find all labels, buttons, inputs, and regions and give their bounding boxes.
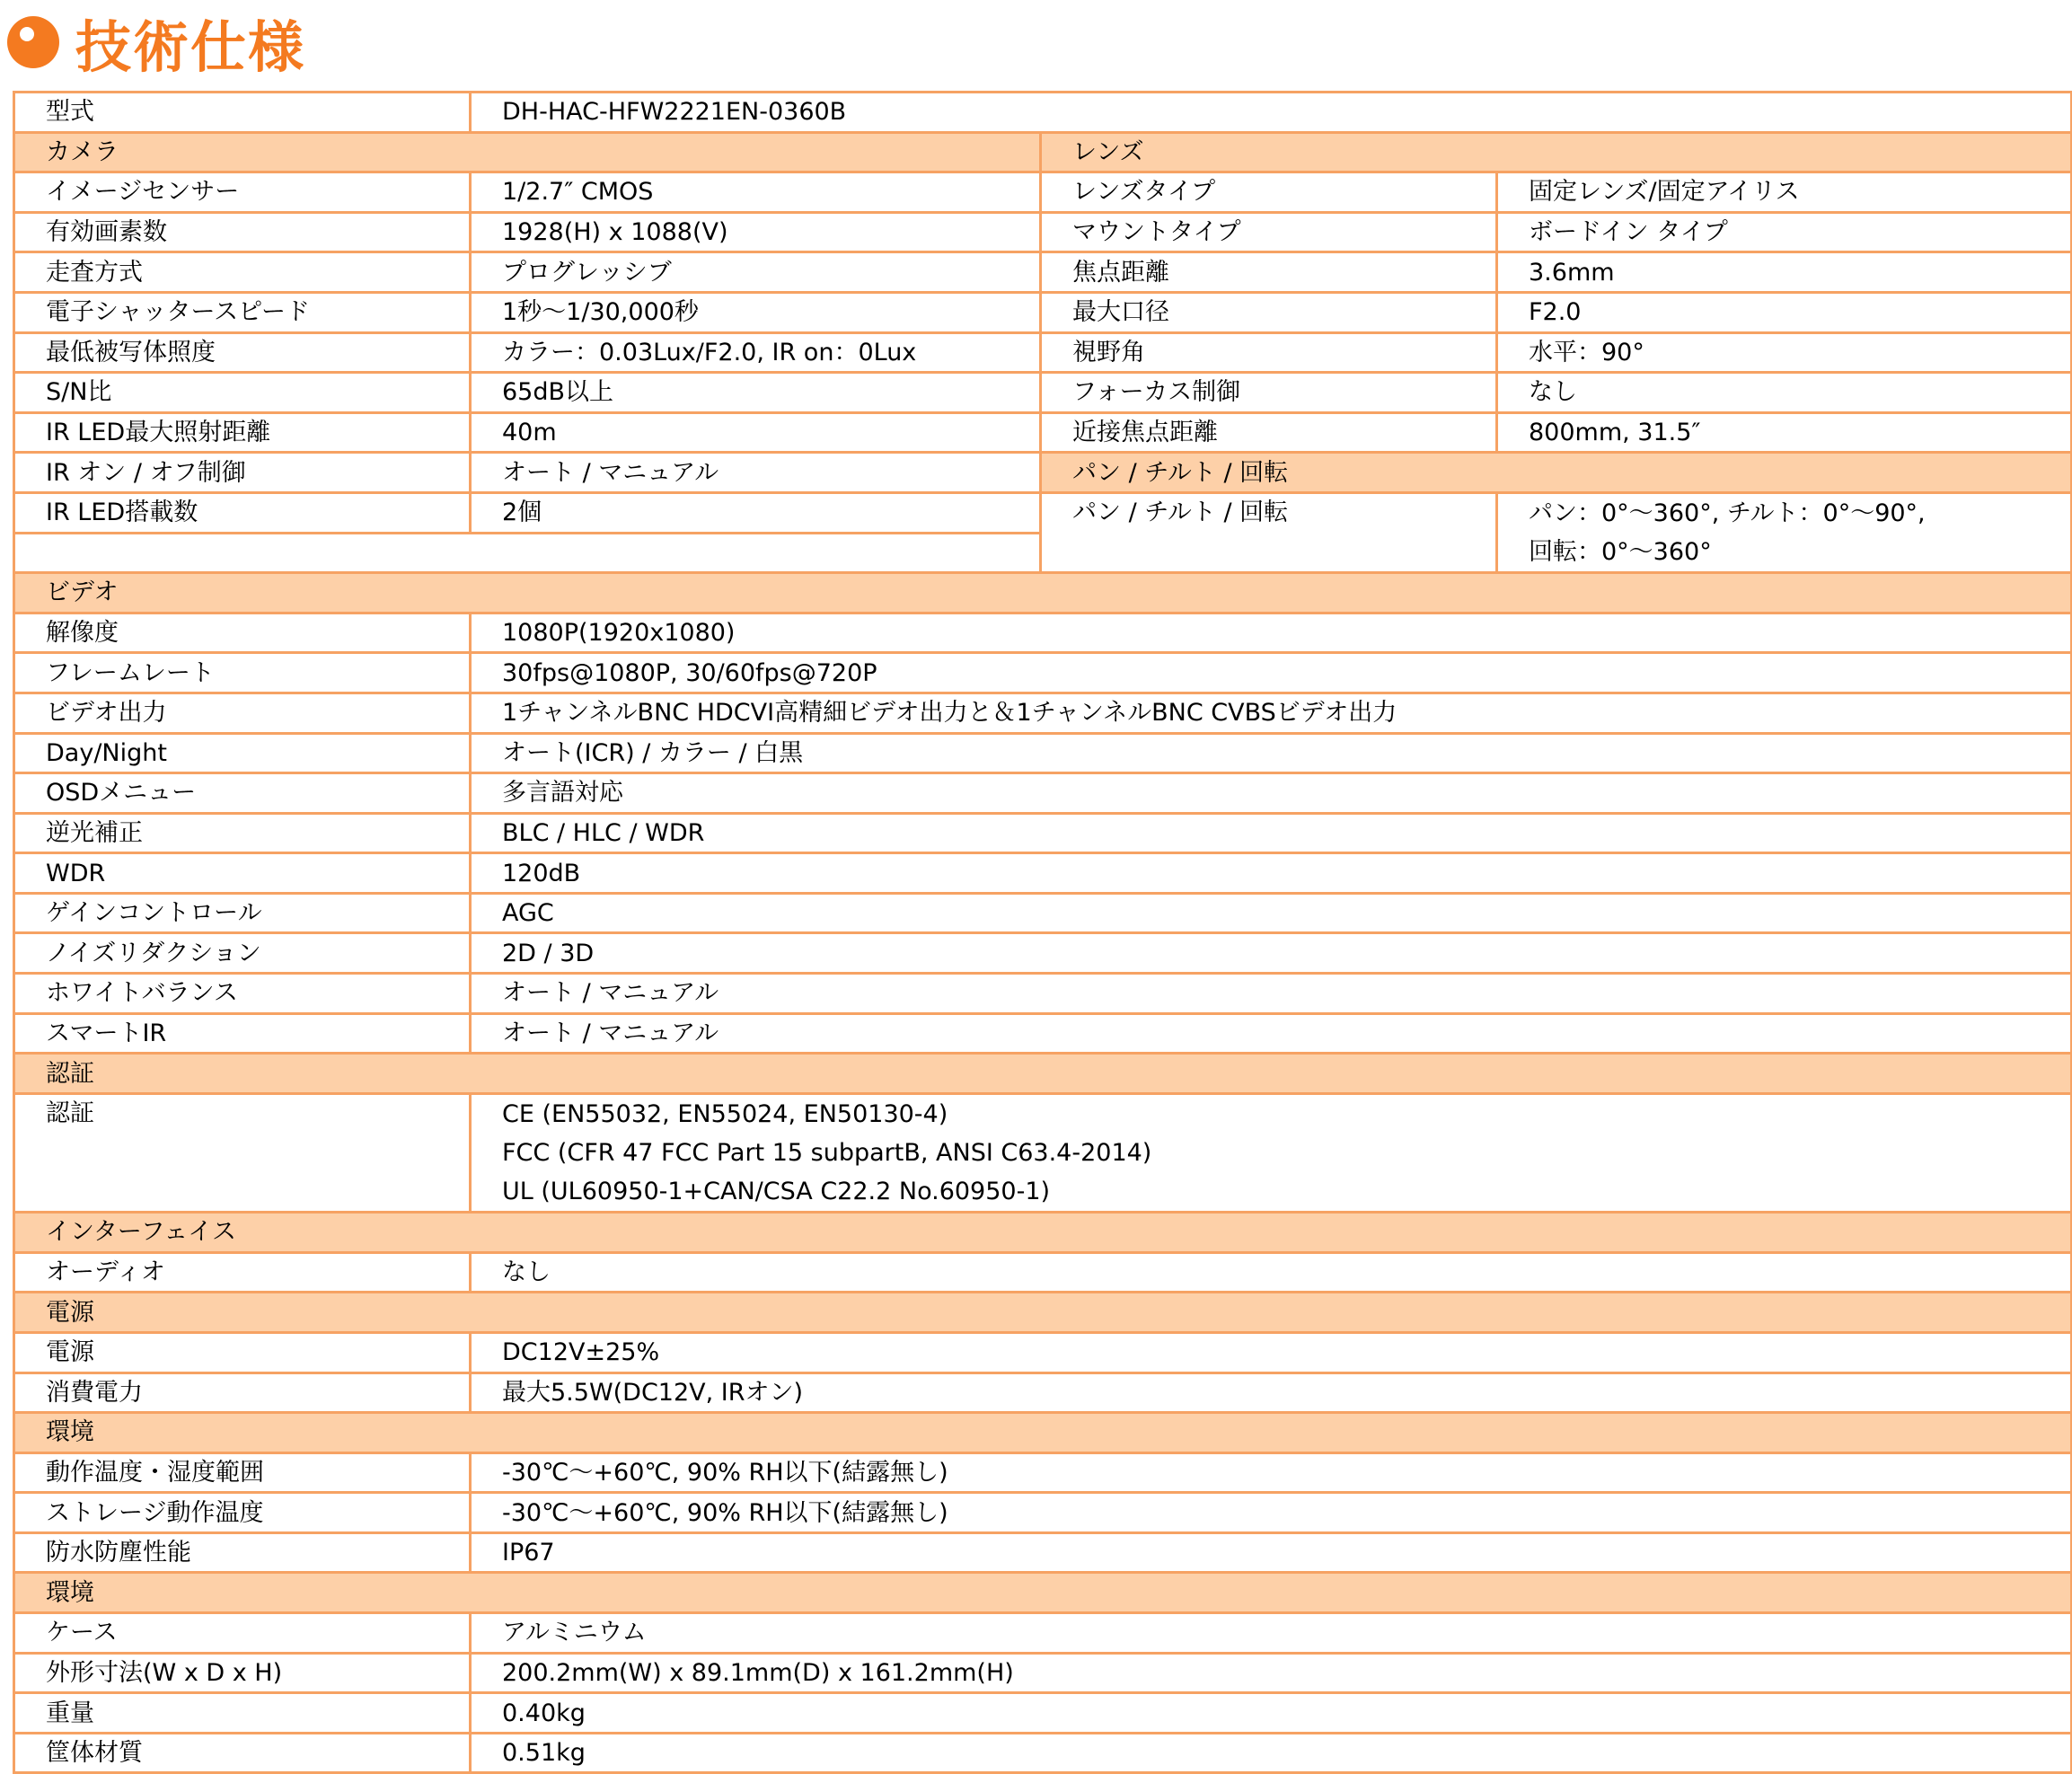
table-row xyxy=(14,1252,2072,1293)
structure-label: 外形寸法(W x D x H) xyxy=(14,1653,471,1693)
camera-value: 2個 xyxy=(471,492,1041,533)
video-value: BLC / HLC / WDR xyxy=(471,813,2072,853)
table-row xyxy=(14,492,2072,533)
video-label: Day/Night xyxy=(14,733,471,773)
section-header-video: ビデオ xyxy=(14,573,2072,613)
cert-value xyxy=(471,1093,2072,1212)
video-label: フレームレート xyxy=(14,653,471,693)
environment-value: -30℃〜+60℃, 90% RH以下(結露無し) xyxy=(471,1493,2072,1533)
video-value: AGC xyxy=(471,893,2072,933)
structure-label: 筐体材質 xyxy=(14,1733,471,1773)
video-value: 1080P(1920x1080) xyxy=(471,613,2072,653)
camera-label: 走査方式 xyxy=(14,252,471,293)
table-row xyxy=(14,813,2072,853)
video-value: オート(ICR) / カラー / 白黒 xyxy=(471,733,2072,773)
table-row xyxy=(14,1332,2072,1372)
environment-label: 防水防塵性能 xyxy=(14,1532,471,1573)
table-row xyxy=(14,453,2072,493)
power-value: DC12V±25% xyxy=(471,1332,2072,1372)
pantilt-value xyxy=(1497,492,2072,572)
structure-value: 0.51kg xyxy=(471,1733,2072,1773)
section-header-row xyxy=(14,1213,2072,1253)
camera-value: 40m xyxy=(471,412,1041,453)
model-label: 型式 xyxy=(14,93,471,133)
section-header-power: 電源 xyxy=(14,1293,2072,1333)
section-header-environment: 環境 xyxy=(14,1413,2072,1453)
section-header-row xyxy=(14,1573,2072,1613)
table-row-model xyxy=(14,93,2072,133)
camera-label: 電子シャッタースピード xyxy=(14,292,471,332)
camera-label: S/N比 xyxy=(14,373,471,413)
lens-value: 3.6mm xyxy=(1497,252,2072,293)
environment-value: -30℃〜+60℃, 90% RH以下(結露無し) xyxy=(471,1452,2072,1493)
structure-value: アルミニウム xyxy=(471,1613,2072,1654)
cert-line: FCC (CFR 47 FCC Part 15 subpartB, ANSI C63.4-2014) xyxy=(502,1138,1152,1167)
section-header-row xyxy=(14,132,2072,172)
structure-label: ケース xyxy=(14,1613,471,1654)
table-row xyxy=(14,332,2072,373)
section-header-structure: 環境 xyxy=(14,1573,2072,1613)
cert-line: UL (UL60950-1+CAN/CSA C22.2 No.60950-1) xyxy=(502,1178,1051,1206)
table-row-cert xyxy=(14,1093,2072,1212)
model-value: DH-HAC-HFW2221EN-0360B xyxy=(471,93,2072,133)
video-value: 120dB xyxy=(471,853,2072,894)
cert-label: 認証 xyxy=(14,1093,471,1212)
table-row xyxy=(14,412,2072,453)
table-row xyxy=(14,773,2072,814)
camera-label: イメージセンサー xyxy=(14,172,471,213)
pantilt-line: パン：0°〜360°, チルト：0°〜90°, xyxy=(1529,499,1926,527)
table-row xyxy=(14,733,2072,773)
lens-value: ボードイン タイプ xyxy=(1497,212,2072,252)
structure-label: 重量 xyxy=(14,1693,471,1734)
table-row xyxy=(14,693,2072,733)
lens-value: 800mm, 31.5″ xyxy=(1497,412,2072,453)
lens-value: なし xyxy=(1497,373,2072,413)
lens-label: レンズタイプ xyxy=(1041,172,1497,213)
bullet-icon xyxy=(7,16,59,68)
video-value: オート / マニュアル xyxy=(471,1013,2072,1054)
table-row xyxy=(14,853,2072,894)
table-row xyxy=(14,172,2072,213)
environment-label: 動作温度・湿度範囲 xyxy=(14,1452,471,1493)
table-row xyxy=(14,1733,2072,1773)
video-value: 2D / 3D xyxy=(471,933,2072,974)
camera-value: 1928(H) x 1088(V) xyxy=(471,212,1041,252)
power-value: 最大5.5W(DC12V, IRオン) xyxy=(471,1372,2072,1413)
camera-label: IR オン / オフ制御 xyxy=(14,453,471,493)
power-label: 電源 xyxy=(14,1332,471,1372)
video-value: オート / マニュアル xyxy=(471,974,2072,1014)
video-label: ホワイトバランス xyxy=(14,974,471,1014)
table-row xyxy=(14,373,2072,413)
camera-value: カラー：0.03Lux/F2.0, IR on：0Lux xyxy=(471,332,1041,373)
table-row xyxy=(14,1693,2072,1734)
video-label: ノイズリダクション xyxy=(14,933,471,974)
page-heading xyxy=(7,2,305,83)
video-label: OSDメニュー xyxy=(14,773,471,814)
video-value: 30fps@1080P, 30/60fps@720P xyxy=(471,653,2072,693)
lens-label: 焦点距離 xyxy=(1041,252,1497,293)
table-row xyxy=(14,292,2072,332)
page-title: 技術仕様 xyxy=(75,13,306,80)
table-row xyxy=(14,653,2072,693)
camera-label: 有効画素数 xyxy=(14,212,471,252)
table-row xyxy=(14,1613,2072,1654)
structure-value: 200.2mm(W) x 89.1mm(D) x 161.2mm(H) xyxy=(471,1653,2072,1693)
pantilt-label: パン / チルト / 回転 xyxy=(1041,492,1497,572)
table-row xyxy=(14,974,2072,1014)
table-row xyxy=(14,1532,2072,1573)
section-header-row xyxy=(14,1293,2072,1333)
interface-label: オーディオ xyxy=(14,1252,471,1293)
table-row xyxy=(14,1013,2072,1054)
lens-label: 視野角 xyxy=(1041,332,1497,373)
video-label: ゲインコントロール xyxy=(14,893,471,933)
lens-value: F2.0 xyxy=(1497,292,2072,332)
section-header-interface: インターフェイス xyxy=(14,1213,2072,1253)
section-header-pantilt: パン / チルト / 回転 xyxy=(1041,453,2072,493)
table-row xyxy=(14,1493,2072,1533)
camera-value: プログレッシブ xyxy=(471,252,1041,293)
section-header-row xyxy=(14,1413,2072,1453)
camera-label: IR LED最大照射距離 xyxy=(14,412,471,453)
lens-value: 水平：90° xyxy=(1497,332,2072,373)
section-header-row xyxy=(14,1054,2072,1094)
table-row xyxy=(14,212,2072,252)
camera-value: オート / マニュアル xyxy=(471,453,1041,493)
camera-value: 1/2.7″ CMOS xyxy=(471,172,1041,213)
pantilt-line: 回転：0°〜360° xyxy=(1529,538,1712,567)
table-row xyxy=(14,252,2072,293)
video-label: 解像度 xyxy=(14,613,471,653)
table-row xyxy=(14,893,2072,933)
interface-value: なし xyxy=(471,1252,2072,1293)
environment-label: ストレージ動作温度 xyxy=(14,1493,471,1533)
table-row xyxy=(14,613,2072,653)
section-header-cert: 認証 xyxy=(14,1054,2072,1094)
lens-label: 近接焦点距離 xyxy=(1041,412,1497,453)
lens-value: 固定レンズ/固定アイリス xyxy=(1497,172,2072,213)
lens-label: 最大口径 xyxy=(1041,292,1497,332)
section-header-lens: レンズ xyxy=(1041,132,2072,172)
video-value: 多言語対応 xyxy=(471,773,2072,814)
video-value: 1チャンネルBNC HDCVI高精細ビデオ出力と＆1チャンネルBNC CVBSビデオ出力 xyxy=(471,693,2072,733)
video-label: ビデオ出力 xyxy=(14,693,471,733)
cert-line: CE (EN55032, EN55024, EN50130-4) xyxy=(502,1099,948,1128)
camera-value: 1秒〜1/30,000秒 xyxy=(471,292,1041,332)
video-label: 逆光補正 xyxy=(14,813,471,853)
camera-label: IR LED搭載数 xyxy=(14,492,471,533)
environment-value: IP67 xyxy=(471,1532,2072,1573)
power-label: 消費電力 xyxy=(14,1372,471,1413)
section-header-camera: カメラ xyxy=(14,132,1041,172)
video-label: スマートIR xyxy=(14,1013,471,1054)
empty-cell xyxy=(14,533,1041,573)
table-row xyxy=(14,1452,2072,1493)
spec-table xyxy=(13,91,2070,1774)
camera-label: 最低被写体照度 xyxy=(14,332,471,373)
table-row xyxy=(14,933,2072,974)
lens-label: マウントタイプ xyxy=(1041,212,1497,252)
section-header-row xyxy=(14,573,2072,613)
structure-value: 0.40kg xyxy=(471,1693,2072,1734)
table-row xyxy=(14,1372,2072,1413)
lens-label: フォーカス制御 xyxy=(1041,373,1497,413)
camera-value: 65dB以上 xyxy=(471,373,1041,413)
video-label: WDR xyxy=(14,853,471,894)
table-row xyxy=(14,1653,2072,1693)
